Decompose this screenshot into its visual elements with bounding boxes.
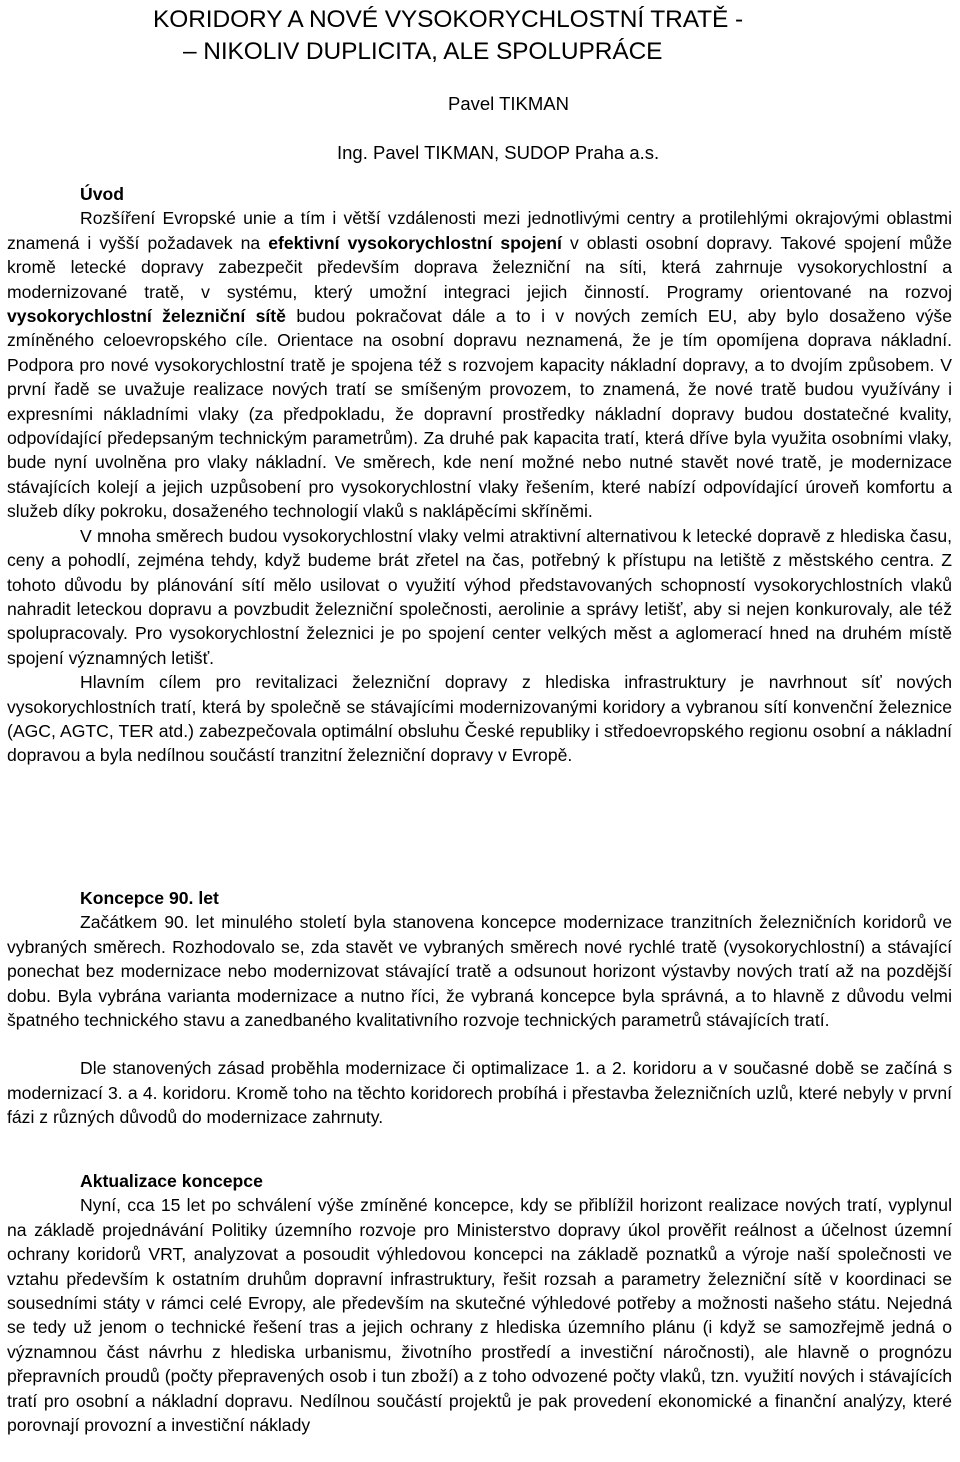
section-heading-koncepce: Koncepce 90. let bbox=[80, 888, 219, 908]
text-run: Rozšíření Evropské unie a tím i větší vzdálenosti mezi jednotlivými centry a protilehlými okrajovými oblastmi znamená i vyšší požadavek na bbox=[7, 208, 952, 253]
text-run: budou pokračovat dále a to i v nových zemích EU, aby bylo dosaženo výše zmíněného celoevropského cíle. Orientace na osobní dopravu neznamená, že je tím opomíjena doprava nákladní. Podpora pro nové vysokorychlostní tratě je spojena též s rozvojem kapacity nákladní dopravy, a to dvojím způsobem. V první řadě se uvažuje realizace nových tratí se smíšeným provozem, to znamená, že nové tratě budou využívány i expresními nákladními vlaky (za předpokladu, že dopravní prostředky nákladní dopravy budou dostatečné kvality, odpovídající předepsaným technickým parametrům). Za druhé pak kapacita tratí, která dříve byla využita osobními vlaky, bude nyní uvolněna pro vlaky nákladní. Ve směrech, kde není možné nebo nutné stavět nové tratě, je modernizace stávajících kolejí a jejich uzpůsobení pro vysokorychlostní vlaky řešením, které nabízí odpovídající úroveň komfortu a služeb díky pokroku, dosaženého technologií vlaků s naklápěcími skříněmi. bbox=[7, 306, 952, 522]
paragraph: Hlavním cílem pro revitalizaci železniční dopravy z hlediska infrastruktury je navrhnout síť nových vysokorychlostních tratí, která by společně se stávajícími modernizovanými koridory a vybranou sítí konvenční železnice (AGC, AGTC, TER atd.) zabezpečovala optimální obsluhu České republiky i středoevropského regionu osobní a nákladní dopravou a byla nedílnou součástí tranzitní železniční dopravy v Evropě. bbox=[7, 672, 952, 766]
paragraph: Dle stanovených zásad proběhla modernizace či optimalizace 1. a 2. koridoru a v současné době se začíná s modernizací 3. a 4. koridoru. Kromě toho na těchto koridorech probíhá i přestavba železničních uzlů, které nebyly v první fázi z různých důvodů do modernizace zahrnuty. bbox=[7, 1058, 952, 1128]
title-line-1: KORIDORY A NOVÉ VYSOKORYCHLOSTNÍ TRATĚ - bbox=[153, 6, 744, 33]
section-koncepce bbox=[7, 886, 952, 1130]
title-line-2: – NIKOLIV DUPLICITA, ALE SPOLUPRÁCE bbox=[183, 38, 663, 65]
bold-text-run: efektivní vysokorychlostní spojení bbox=[268, 232, 562, 253]
section-aktualizace bbox=[7, 1169, 952, 1437]
section-uvod bbox=[7, 182, 952, 768]
paragraph-spacer bbox=[7, 1032, 952, 1056]
text-run: v oblasti osobní dopravy. Takové spojení může kromě letecké dopravy zabezpečit především doprava železniční na síti, která zahrnuje vysokorychlostní a modernizované tratě, v systému, který umožní integraci jejich činností. Programy orientované na rozvoj bbox=[7, 232, 952, 302]
paragraph: Nyní, cca 15 let po schválení výše zmíněné koncepce, kdy se přiblížil horizont realizace nových tratí, vyplynul na základě projednávání Politiky územního rozvoje pro Ministerstvo dopravy úkol prověřit reálnost a účelnost územní ochrany koridorů VRT, analyzovat a posoudit výhledovou koncepci na základě poznatků a výroje naší společnosti ve vztahu především k ostatním druhům dopravní infrastruktury, řešit rozsah a parametry železniční sítě v koordinaci se sousedními státy v rámci celé Evropy, ale především na skutečné výhledové potřeby a možnosti našeho státu. Nejedná se tedy už jenom o technické řešení tras a jejich ochrany z hlediska územního plánu (i když se samozřejmě jedná o významnou část návrhu z hlediska urbanismu, životního prostředí a investiční náročnosti), ale hlavně o prognózu přepravních proudů (počty přepravených osob i tun zboží) a z toho odvozené počty vlaků, tzn. využití nových i stávajících tratí pro osobní a nákladní dopravu. Nedílnou součástí projektů je pak provedení ekonomické a finanční analýzy, které porovnají provozní a investiční náklady bbox=[7, 1195, 952, 1436]
author-name: Pavel TIKMAN bbox=[448, 93, 569, 114]
paragraph: V mnoha směrech budou vysokorychlostní vlaky velmi atraktivní alternativou k letecké dopravě z hlediska času, ceny a pohodlí, zejména tehdy, když budeme brát zřetel na čas, potřebný k přístupu na letiště z městského centra. Z tohoto důvodu by plánování sítí mělo usilovat o využití výhod představovaných schopností vysokorychlostních vlaků nahradit leteckou dopravu a povzbudit železniční společnosti, aerolinie a správy letišť, aby si nejen konkurovaly, ale též spolupracovaly. Pro vysokorychlostní železnici je po spojení center velkých měst a aglomerací hned na druhém místě spojení významných letišť. bbox=[7, 525, 952, 668]
author-affiliation: Ing. Pavel TIKMAN, SUDOP Praha a.s. bbox=[337, 142, 660, 163]
section-heading-aktualizace: Aktualizace koncepce bbox=[80, 1171, 263, 1191]
section-heading-uvod: Úvod bbox=[80, 184, 124, 204]
paragraph: Začátkem 90. let minulého století byla stanovena koncepce modernizace tranzitních železničních koridorů ve vybraných směrech. Rozhodovalo se, zda stavět ve vybraných směrech nové rychlé tratě (vysokorychlostní) a stávající ponechat bez modernizace nebo modernizovat stávající tratě a odsunout horizont výstavby nových tratí až na pozdější dobu. Byla vybrána varianta modernizace a nutno říci, že vybraná koncepce byla správná, a to hlavně z důvodu velmi špatného technického stavu a zanedbaného kvalitativního rozvoje technických parametrů stávajících tratí. bbox=[7, 912, 952, 1031]
bold-text-run: vysokorychlostní železniční sítě bbox=[7, 306, 286, 327]
paragraph bbox=[7, 206, 952, 523]
document-title bbox=[153, 4, 743, 68]
